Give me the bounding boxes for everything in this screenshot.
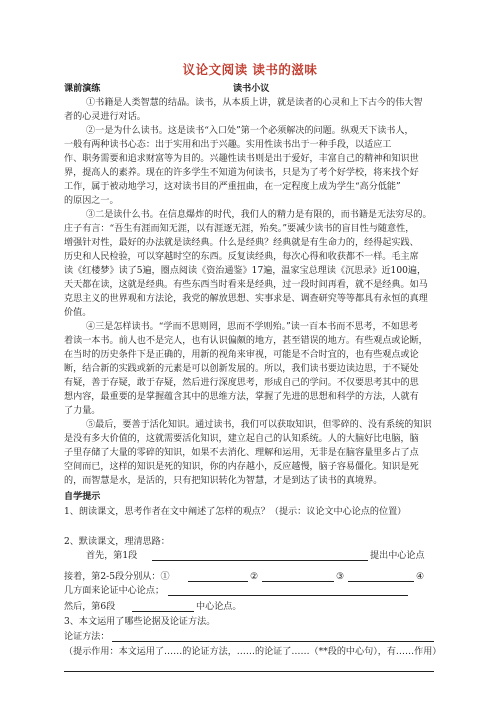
body-line: 想内容，最重要的是掌握蕴含其中的思维方法，掌握了先进的思想和科学的方法，人就有: [64, 392, 419, 402]
body-line: 价值。: [64, 308, 92, 318]
body-line: 作、职务需要和追求财富等为目的。兴趣性读书则是出于爱好，丰富自己的精神和知识世: [64, 154, 419, 164]
body-line: 的原因之一。: [64, 196, 119, 206]
answer-blank-aspect-2[interactable]: [262, 581, 334, 582]
section-heading-pre-class: 课前演练: [64, 83, 101, 94]
body-line: 天天都在读，这就是经典。有些东西当时看来是经典，过一段时间再看，就不是经典。如马: [64, 280, 428, 290]
body-line: ①书籍是人类智慧的结晶。读书，从本质上讲，就是读者的心灵和上下古今的伟大智: [86, 98, 423, 108]
body-line: 历史和人民检验，可以穿越时空的东西。反复读经典，每次心得和收获都不一样。毛主席: [64, 252, 419, 262]
hint-text: （提示作用：本文运用了……的论证方法，……的论证了……（**段的中心句），有……作用）: [64, 647, 442, 657]
body-line: 有疑，善于存疑，敢于存疑，然后进行深度思考，形成自己的学问。不仅要思考其中的思: [64, 378, 419, 388]
body-line: 着读一本书。前人也不是完人，也有认识偏颇的地方，甚至错误的地方。有些观点或论断，: [64, 336, 428, 346]
outline-last-right: 中心论点。: [196, 602, 242, 612]
body-line: ④三是怎样读书。“学而不思则罔，思而不学则殆。”读一百本书而不思考，不如思考: [86, 322, 419, 332]
outline-last-label: 然后，第6段: [64, 602, 116, 612]
body-line: 了力量。: [64, 406, 101, 416]
method-label: 论证方法：: [64, 632, 110, 642]
circle-number-2: ②: [250, 572, 259, 582]
body-line: 断，结合新的实践或新的元素是可以创新发展的。所以，我们读书要边读边思，于不疑处: [64, 364, 419, 374]
body-line: 增强针对性，最好的办法就是读经典。什么是经典？经典就是有生命力的，经得起实践、: [64, 238, 419, 248]
body-line: 工作，属于被动地学习，这对读书目的严重扭曲，在一定程度上成为学生“高分低能”: [64, 182, 401, 192]
body-line: ②一是为什么读书。这是读书“入口处”第一个必须解决的问题。纵观天下读书人，: [86, 126, 414, 136]
body-line: 子里存储了大量的零碎的知识，如果不去消化、理解和运用，无非是在脑容量里多占了点: [64, 448, 419, 458]
body-line: 一般有两种读书心态：出于实用和出于兴趣。实用性读书出于一种手段，以适应工: [64, 140, 392, 150]
question-1: 1、朗读课文，思考作者在文中阐述了怎样的观点？（提示：议论文中心论点的位置）: [64, 507, 407, 517]
body-line: ⑤最后，要善于活化知识。通过读书，我们可以获取知识，但零碎的、没有系统的知识: [86, 420, 432, 430]
body-line: 在当时的历史条件下是正确的，用新的视角来审视，可能是不合时宜的，也有些观点或论: [64, 350, 419, 360]
answer-blank-last[interactable]: [132, 611, 194, 612]
body-line: 读《红楼梦》读了5遍，圈点阅读《资治通鉴》17遍，温家宝总理读《沉思录》近100遍，: [64, 266, 427, 276]
body-line: 空间而已，这样的知识是死的知识，你的内存越小，反应越慢，脑子容易僵化。知识是死: [64, 462, 419, 472]
question-3: 3、本文运用了哪些论据及论证方法。: [64, 617, 216, 627]
circle-number-3: ③: [336, 572, 345, 582]
body-line: 庄子有言：“吾生有涯而知无涯，以有涯逐无涯，殆矣。”要减少读书的盲目性与随意性，: [64, 224, 415, 234]
outline-first-label: 首先，第1段: [86, 551, 138, 561]
answer-blank-aspect-3[interactable]: [348, 581, 414, 582]
body-line: 克思主义的世界观和方法论，我党的解放思想、实事求是、调查研究等等都具有永恒的真理: [64, 294, 428, 304]
body-line: 界，提高人的素养。现在的许多学生不知道为何读书，只是为了考个好学校，将来找个好: [64, 168, 419, 178]
circle-number-4: ④: [416, 572, 425, 582]
answer-blank-aspect-4[interactable]: [168, 595, 408, 596]
outline-next-label: 接着，第2-5段分别从：①: [64, 572, 170, 582]
question-2: 2、默读课文，理清思路：: [64, 537, 170, 547]
body-line: 是没有多大价值的，这就需要活化知识，建立起自己的认知系统。人的大脑好比电脑，脑: [64, 434, 419, 444]
answer-blank-method[interactable]: [112, 641, 434, 642]
article-subtitle: 读书小议: [233, 83, 270, 94]
answer-blank-first[interactable]: [152, 560, 368, 561]
body-line: 的，而智慧是水，是活的，只有把知识转化为智慧，才是到达了读书的真境界。: [64, 476, 383, 486]
outline-sub-label: 几方面来论证中心论点；: [64, 586, 165, 596]
outline-first-right: 提出中心论点: [370, 551, 425, 561]
body-line: ③二是读什么书。在信息爆炸的时代，我们人的精力是有限的，而书籍是无法穷尽的。: [86, 210, 432, 220]
answer-blank-hint[interactable]: [64, 671, 434, 672]
section-heading-self-study: 自学提示: [64, 491, 101, 502]
document-title: 议论文阅读 读书的滋味: [182, 62, 318, 77]
body-line: 者的心灵进行对话。: [64, 112, 146, 122]
answer-blank-aspect-1[interactable]: [188, 581, 248, 582]
